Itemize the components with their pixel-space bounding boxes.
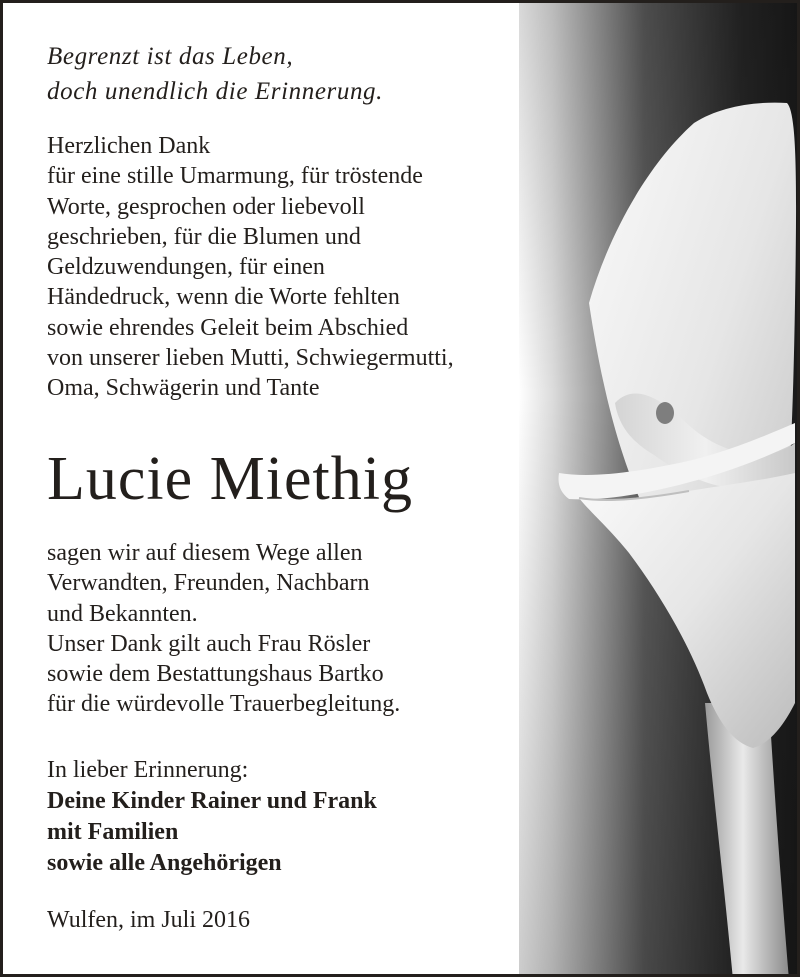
thanks-line: Händedruck, wenn die Worte fehlten [47, 284, 400, 311]
thanks-line: geschrieben, für die Blumen und [47, 223, 361, 250]
thanks-line: von unserer lieben Mutti, Schwiegermutti, [47, 345, 454, 372]
place-date: Wulfen, im Juli 2016 [47, 907, 251, 933]
calla-lily-icon [519, 3, 797, 977]
motto [47, 39, 383, 109]
closing-salutation: In lieber Erinnerung: [47, 757, 249, 783]
message-line: und Bekannten. [47, 600, 198, 627]
thanks-line: für eine stille Umarmung, für tröstende [47, 163, 423, 190]
signer-line: Deine Kinder Rainer und Frank [47, 788, 377, 814]
deceased-name: Lucie Miethig [47, 445, 413, 513]
thanks-line: Worte, gesprochen oder liebevoll [47, 193, 365, 220]
message-line: für die würdevolle Trauerbegleitung. [47, 691, 401, 718]
thanks-line: Herzlichen Dank [47, 133, 211, 159]
message-line: sowie dem Bestattungshaus Bartko [47, 661, 384, 688]
thanks-line: Oma, Schwägerin und Tante [47, 375, 320, 402]
signer-line: sowie alle Angehörigen [47, 850, 282, 876]
motto-line: doch unendlich die Erinnerung. [47, 78, 383, 105]
message-line: Unser Dank gilt auch Frau Rösler [47, 630, 371, 657]
thanks-paragraph [47, 131, 454, 404]
message-line: Verwandten, Freunden, Nachbarn [47, 570, 370, 597]
calla-lily-photo [519, 3, 797, 977]
thanks-line: sowie ehrendes Geleit beim Abschied [47, 314, 409, 341]
message-line: sagen wir auf diesem Wege allen [47, 540, 363, 566]
signers [47, 786, 377, 879]
message-paragraph [47, 538, 400, 720]
signer-line: mit Familien [47, 819, 179, 845]
motto-line: Begrenzt ist das Leben, [47, 43, 294, 70]
thanks-line: Geldzuwendungen, für einen [47, 254, 325, 281]
